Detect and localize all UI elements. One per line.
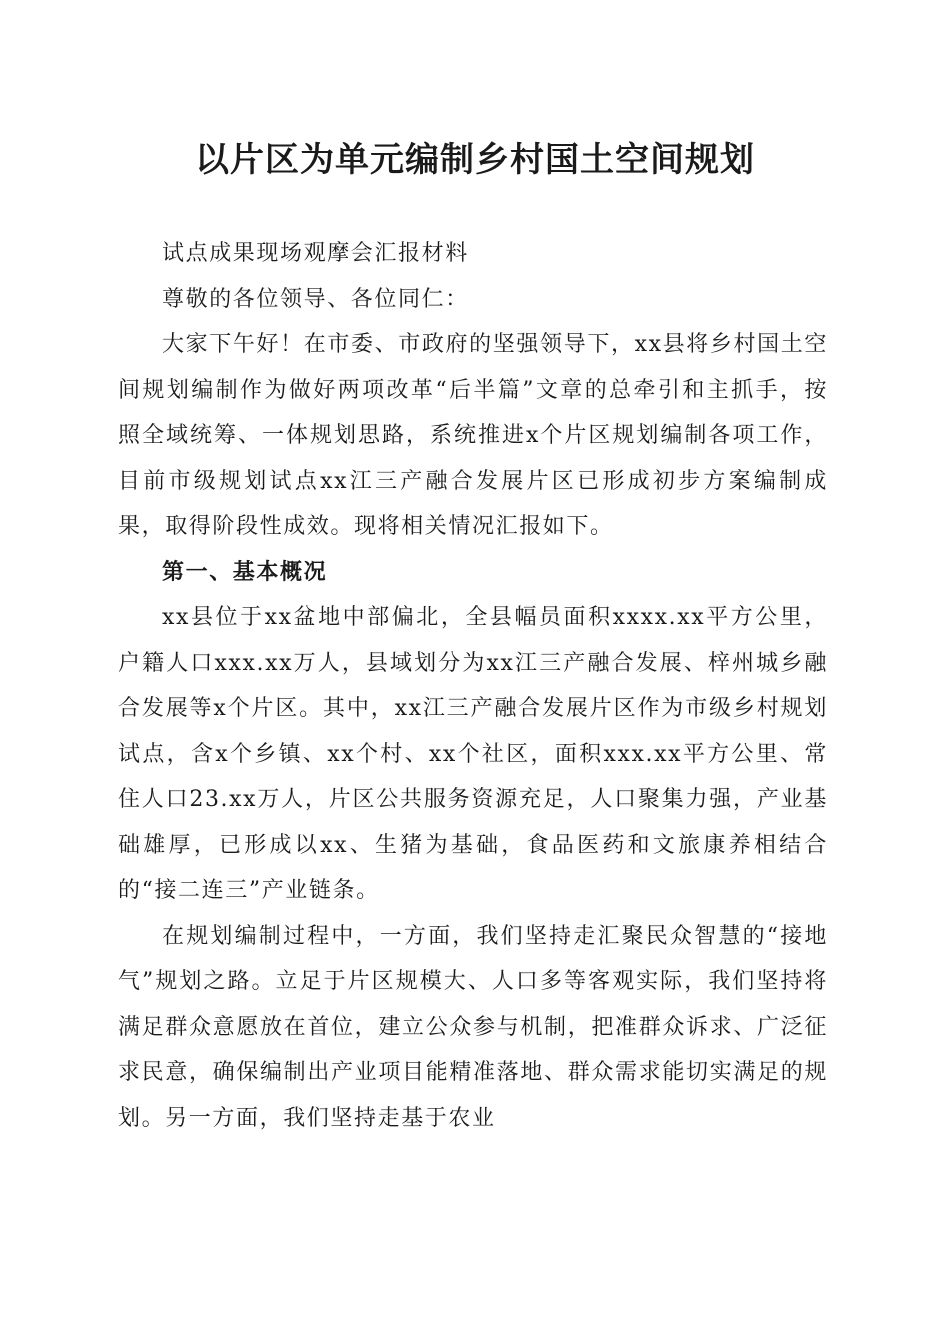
paragraph-overview: xx县位于xx盆地中部偏北，全县幅员面积xxxx.xx平方公里，户籍人口xxx.xx万人，县域划分为xx江三产融合发展、梓州城乡融合发展等x个片区。其中，xx江三产融合发展片区作为市级乡村规划试点，含x个乡镇、xx个村、xx个社区，面积xxx.xx平方公里、常住人口23.xx万人，片区公共服务资源充足，人口聚集力强，产业基础雄厚，已形成以xx、生猪为基础，食品医药和文旅康养相结合的“接二连三”产业链条。 [118, 605, 828, 903]
paragraph-intro: 大家下午好！在市委、市政府的坚强领导下，xx县将乡村国土空间规划编制作为做好两项改革“后半篇”文章的总牵引和主抓手，按照全域统筹、一体规划思路，系统推进x个片区规划编制各项工作，目前市级规划试点xx江三产融合发展片区已形成初步方案编制成果，取得阶段性成效。现将相关情况汇报如下。 [118, 332, 828, 539]
paragraph-planning-process: 在规划编制过程中，一方面，我们坚持走汇聚民众智慧的“接地气”规划之路。立足于片区规模大、人口多等客观实际，我们坚持将满足群众意愿放在首位，建立公众参与机制，把准群众诉求、广泛征求民意，确保编制出产业项目能精准落地、群众需求能切实满足的规划。另一方面，我们坚持走基于农业 [118, 923, 828, 1131]
paragraph-subtitle: 试点成果现场观摩会汇报材料 [162, 241, 469, 266]
paragraph-greeting: 尊敬的各位领导、各位同仁： [162, 286, 469, 312]
document-body [118, 231, 828, 1141]
section-heading-overview: 第一、基本概况 [162, 558, 328, 585]
document-title: 以片区为单元编制乡村国土空间规划 [195, 140, 755, 180]
